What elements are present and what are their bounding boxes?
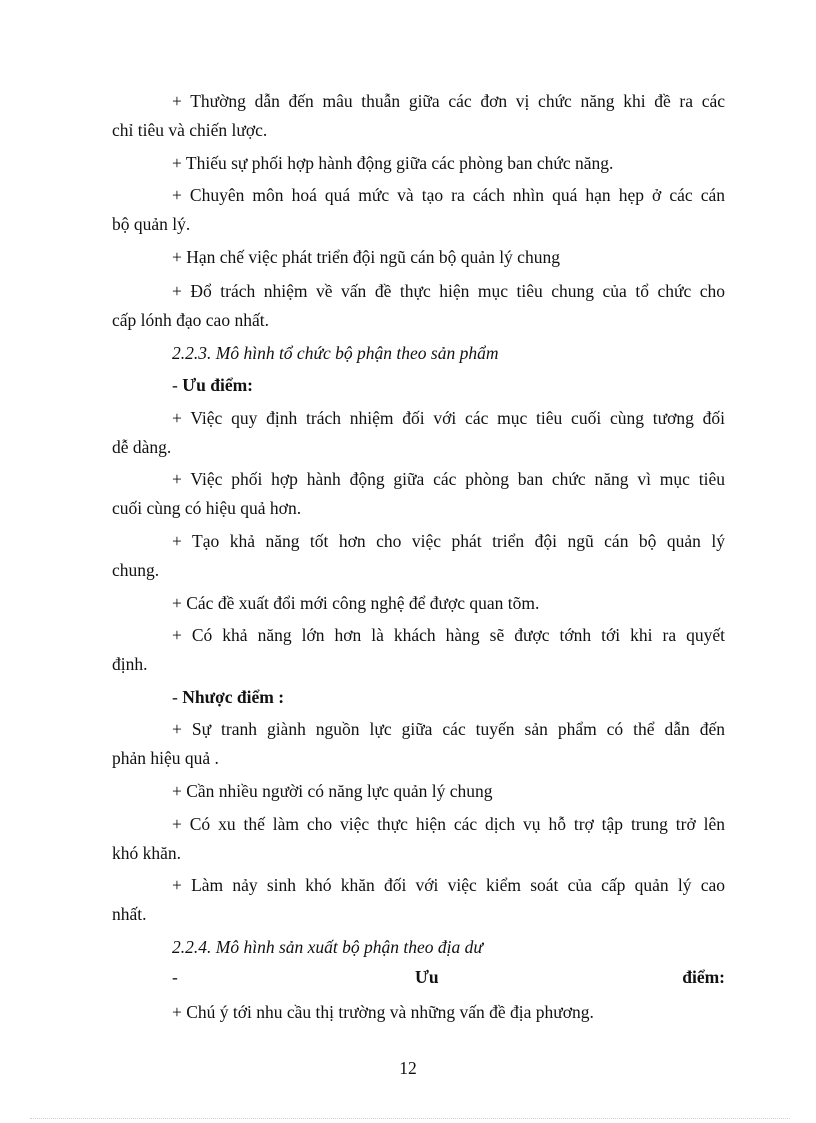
paragraph-line: + Sự tranh giành nguồn lực giữa các tuyến sản phẩm có thể dẫn đến [172, 719, 725, 739]
paragraph-line: + Chuyên môn hoá quá mức và tạo ra cách nhìn quá hạn hẹp ở các cán [172, 185, 725, 205]
spread-label-line [172, 966, 725, 988]
label-disadvantages: Nhược điểm : [182, 687, 285, 707]
paragraph-line: chỉ tiêu và chiến lược. [112, 120, 268, 140]
paragraph-line: chung. [112, 560, 160, 580]
page-number: 12 [399, 1058, 417, 1078]
paragraph-line: + Thiếu sự phối hợp hành động giữa các phòng ban chức năng. [172, 153, 614, 173]
paragraph-line: + Tạo khả năng tốt hơn cho việc phát triển đội ngũ cán bộ quản lý [172, 531, 725, 551]
paragraph-line: cấp lónh đạo cao nhất. [112, 310, 269, 330]
paragraph-line: + Việc quy định trách nhiệm đối với các mục tiêu cuối cùng tương đối [172, 408, 725, 428]
paragraph-line: + Làm nảy sinh khó khăn đối với việc kiểm soát của cấp quản lý cao [172, 875, 725, 895]
paragraph-line: định. [112, 654, 148, 674]
paragraph-line: + Có xu thế làm cho việc thực hiện các dịch vụ hỗ trợ tập trung trở lên [172, 814, 725, 834]
paragraph-line: + Đổ trách nhiệm về vấn đề thực hiện mục tiêu chung của tổ chức cho [172, 281, 725, 301]
paragraph-line: + Cần nhiều người có năng lực quản lý chung [172, 781, 493, 801]
label-advantages: Ưu điểm: [182, 375, 254, 395]
section-heading: 2.2.4. Mô hình sản xuất bộ phận theo địa dư [172, 937, 483, 957]
label-word-uu: Ưu [415, 967, 439, 987]
paragraph-line: + Các đề xuất đổi mới công nghệ để được quan tõm. [172, 593, 540, 613]
paragraph-line: dễ dàng. [112, 437, 172, 457]
label-line [172, 686, 284, 708]
label-dash: - [172, 687, 183, 707]
paragraph-line: + Chú ý tới nhu cầu thị trường và những vấn đề địa phương. [172, 1002, 594, 1022]
paragraph-line: cuối cùng có hiệu quả hơn. [112, 498, 302, 518]
paragraph-line: + Thường dẫn đến mâu thuẫn giữa các đơn vị chức năng khi đề ra các [172, 91, 725, 111]
label-word-diem: điểm: [682, 967, 725, 987]
paragraph-line: + Có khả năng lớn hơn là khách hàng sẽ được tớnh tới khi ra quyết [172, 625, 725, 645]
label-dash: - [172, 967, 178, 987]
paragraph-line: khó khăn. [112, 843, 182, 863]
paragraph-line: + Việc phối hợp hành động giữa các phòng ban chức năng vì mục tiêu [172, 469, 725, 489]
paragraph-line: phản hiệu quả . [112, 748, 219, 768]
label-line [172, 374, 253, 396]
page-border-dotted [30, 1118, 790, 1119]
paragraph-line: bộ quản lý. [112, 214, 191, 234]
section-heading: 2.2.3. Mô hình tổ chức bộ phận theo sản phẩm [172, 343, 499, 363]
label-dash: - [172, 375, 183, 395]
paragraph-line: + Hạn chế việc phát triển đội ngũ cán bộ quản lý chung [172, 247, 560, 267]
paragraph-line: nhất. [112, 904, 147, 924]
